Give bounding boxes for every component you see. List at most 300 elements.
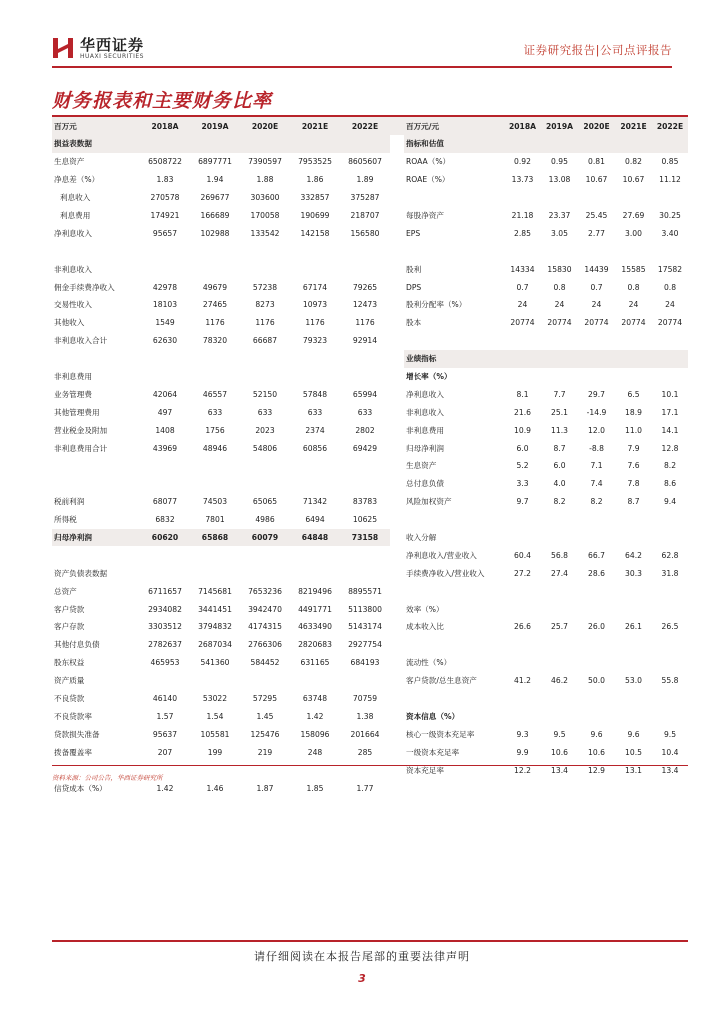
right-row-value	[652, 654, 688, 672]
left-row-value: 60079	[240, 529, 290, 547]
left-row-value	[240, 350, 290, 368]
right-row-value	[615, 242, 652, 260]
right-row-value: 20774	[584, 318, 609, 328]
table-gap	[390, 761, 404, 779]
table-gap	[390, 564, 404, 582]
left-row-value: 201664	[350, 729, 380, 739]
left-row-value: 67174	[302, 282, 328, 292]
right-row-value: 26.0	[588, 622, 605, 632]
right-row-label: 效率（%）	[406, 604, 444, 614]
left-row-value	[140, 457, 190, 475]
right-row-value: 17.1	[661, 407, 679, 417]
left-row-value	[240, 546, 290, 564]
right-row-value: 24	[591, 300, 602, 310]
right-row-value: -8.8	[589, 443, 604, 453]
right-row-label: 资本充足率	[406, 765, 444, 775]
right-row-value	[615, 636, 652, 654]
left-row-value: 105581	[200, 729, 230, 739]
table-gap	[390, 385, 404, 403]
left-row-value: 497	[157, 407, 173, 417]
left-row-value: 7145681	[198, 586, 232, 596]
right-row-value	[504, 511, 541, 529]
right-row-value	[578, 600, 615, 618]
table-gap	[390, 493, 404, 511]
right-row-value: 29.7	[588, 389, 605, 399]
left-row-value: 79323	[302, 336, 328, 346]
right-row-value	[652, 708, 688, 726]
table-row	[52, 636, 688, 654]
left-row-value	[190, 546, 240, 564]
table-gap	[390, 314, 404, 332]
table-gap	[390, 600, 404, 618]
right-row-value	[504, 332, 541, 350]
right-row-value: 53.0	[625, 676, 642, 686]
right-row-value	[504, 636, 541, 654]
right-row-value	[578, 779, 615, 797]
right-row-label: 股利	[406, 264, 422, 274]
logo-chinese-name: 华西证券	[80, 36, 145, 54]
left-row-value: 12473	[352, 300, 378, 310]
left-row-value: 269677	[200, 193, 230, 203]
right-row-value: 25.7	[551, 622, 568, 632]
right-row-value: 27.2	[514, 568, 531, 578]
right-row-value	[615, 368, 652, 386]
table-row	[52, 368, 688, 386]
right-row-value: 0.95	[551, 157, 568, 167]
left-row-label	[52, 242, 140, 260]
right-row-value: 66.7	[588, 550, 605, 560]
table-gap	[390, 743, 404, 761]
left-row-value: 270578	[150, 193, 180, 203]
left-row-value: 42978	[152, 282, 178, 292]
left-row-value	[240, 761, 290, 779]
left-row-value	[340, 242, 390, 260]
left-row-value	[290, 457, 340, 475]
table-row	[52, 618, 688, 636]
right-row-label: 资本信息（%）	[406, 711, 460, 721]
table-row	[52, 725, 688, 743]
right-row-value: 11.3	[551, 425, 568, 435]
left-row-value	[290, 368, 340, 386]
left-row-value: 53022	[202, 694, 228, 704]
table-gap	[390, 690, 404, 708]
left-row-value: 6508722	[148, 157, 182, 167]
left-row-value: 133542	[250, 228, 280, 238]
right-row-value	[578, 189, 615, 207]
left-row-label: 利息费用	[60, 211, 91, 220]
left-row-value: 465953	[150, 658, 180, 668]
right-row-label	[404, 636, 504, 654]
right-row-label: 净利息收入/营业收入	[406, 550, 477, 560]
table-row	[52, 260, 688, 278]
table-row	[52, 672, 688, 690]
left-row-value: 42064	[152, 389, 178, 399]
right-row-value: 7.1	[590, 461, 603, 471]
right-row-value: 0.8	[627, 282, 640, 292]
left-row-value: 78320	[202, 336, 228, 346]
table-row	[52, 564, 688, 582]
left-row-value: 1.54	[206, 711, 224, 721]
right-row-value	[652, 332, 688, 350]
table-row	[52, 296, 688, 314]
right-row-value: 14334	[510, 264, 535, 274]
left-row-label: 其他管理费用	[54, 407, 100, 417]
left-row-value: 27465	[202, 300, 228, 310]
left-row-label: 净利息收入	[54, 228, 92, 238]
left-row-value: 174921	[150, 211, 180, 220]
right-row-value	[615, 350, 652, 368]
table-gap	[390, 242, 404, 260]
left-row-label	[52, 457, 140, 475]
right-row-label: EPS	[406, 228, 421, 238]
left-row-value: 65994	[352, 389, 378, 399]
table-row	[52, 171, 688, 189]
left-row-value	[190, 761, 240, 779]
right-row-label	[404, 511, 504, 529]
table-gap	[390, 207, 404, 225]
right-row-value	[578, 350, 615, 368]
table-row	[52, 582, 688, 600]
right-row-label: ROAA（%）	[406, 157, 451, 167]
table-row	[52, 224, 688, 242]
right-row-label	[404, 582, 504, 600]
left-row-value: 303600	[250, 193, 280, 203]
left-row-value: 1756	[205, 425, 225, 435]
left-row-label: 拨备覆盖率	[54, 747, 92, 757]
right-row-value	[541, 636, 578, 654]
left-row-value: 248	[307, 747, 323, 757]
left-row-label: 非利息收入合计	[54, 336, 108, 346]
left-row-value	[340, 564, 390, 582]
left-column-header: 2021E	[290, 117, 340, 135]
left-row-value: 63748	[302, 694, 328, 704]
left-row-value: 1176	[255, 318, 275, 328]
left-row-value: 57295	[252, 694, 278, 704]
right-row-value: 9.5	[553, 729, 566, 739]
left-row-value: 54806	[252, 443, 278, 453]
left-row-value: 68077	[152, 497, 178, 507]
left-row-value: 218707	[350, 211, 380, 220]
left-row-label: 非利息费用	[54, 372, 92, 382]
right-row-value: 0.92	[514, 157, 531, 167]
left-row-value	[240, 475, 290, 493]
left-row-value: 62630	[152, 336, 178, 346]
right-row-value: 41.2	[514, 676, 531, 686]
left-row-value	[190, 457, 240, 475]
header-divider	[52, 66, 672, 68]
table-row	[52, 439, 688, 457]
right-row-value: 15830	[547, 264, 572, 274]
left-row-value: 95657	[152, 228, 178, 238]
left-row-value	[140, 260, 190, 278]
table-gap	[390, 529, 404, 547]
left-row-value: 64848	[290, 529, 340, 547]
table-row	[52, 421, 688, 439]
table-row	[52, 654, 688, 672]
left-row-value: 102988	[200, 228, 230, 238]
right-row-value	[504, 368, 541, 386]
table-row	[52, 153, 688, 171]
right-row-label: 风险加权资产	[406, 497, 452, 507]
right-row-value: 13.73	[511, 175, 534, 185]
left-row-label: 资产质量	[54, 676, 85, 686]
table-row	[52, 546, 688, 564]
left-row-value: 1.85	[306, 783, 324, 793]
right-row-value: 0.85	[661, 157, 679, 167]
left-row-value: 74503	[202, 497, 228, 507]
left-row-value: 584452	[250, 658, 280, 668]
right-row-value: 31.8	[661, 568, 679, 578]
left-row-value: 70759	[352, 694, 378, 704]
right-row-value	[541, 779, 578, 797]
left-row-value	[190, 242, 240, 260]
right-row-value: 6.5	[627, 389, 640, 399]
left-row-label	[52, 475, 140, 493]
table-row	[52, 403, 688, 421]
left-row-value: 1.89	[356, 175, 374, 185]
right-row-value	[615, 654, 652, 672]
left-column-header: 2022E	[340, 117, 390, 135]
right-row-label: 股本	[406, 318, 422, 328]
left-row-value	[190, 672, 240, 690]
left-row-label: 生息资产	[54, 157, 85, 167]
left-row-value: 7953525	[298, 157, 332, 167]
table-gap	[390, 672, 404, 690]
page-number: 3	[358, 972, 366, 985]
right-row-value: 7.8	[627, 479, 640, 489]
left-row-value: 3942470	[248, 604, 282, 614]
right-row-value	[541, 600, 578, 618]
right-row-value: 0.7	[516, 282, 529, 292]
right-row-value: 11.12	[659, 175, 681, 185]
table-gap	[390, 457, 404, 475]
right-row-value: 27.69	[622, 211, 645, 220]
table-row	[52, 135, 688, 153]
table-row	[52, 350, 688, 368]
left-row-value: 1.94	[206, 175, 224, 185]
table-gap	[390, 475, 404, 493]
table-gap	[390, 350, 404, 368]
left-row-value: 60620	[140, 529, 190, 547]
right-row-value: 26.5	[661, 622, 679, 632]
right-row-value: 25.45	[585, 211, 608, 220]
right-row-value: 9.6	[590, 729, 603, 739]
right-row-value	[615, 690, 652, 708]
right-row-value	[541, 529, 578, 547]
right-row-value	[504, 582, 541, 600]
left-row-value: 1.57	[156, 711, 174, 721]
left-row-value	[290, 260, 340, 278]
left-row-value	[140, 672, 190, 690]
right-row-value: 10.4	[661, 747, 679, 757]
right-row-value	[578, 332, 615, 350]
right-row-value: 13.1	[625, 765, 642, 775]
right-row-value	[578, 690, 615, 708]
right-row-value: 5.2	[516, 461, 529, 471]
left-row-value	[190, 260, 240, 278]
right-row-value: 20774	[657, 318, 683, 328]
right-row-value: 21.18	[511, 211, 534, 220]
table-gap	[390, 725, 404, 743]
left-row-value: 4986	[255, 515, 275, 525]
right-row-label: 成本收入比	[406, 622, 444, 632]
left-row-value: 2927754	[348, 640, 382, 650]
right-row-label: 非利息费用	[406, 425, 444, 435]
right-row-value: 15585	[621, 264, 646, 274]
right-row-value: 6.0	[553, 461, 566, 471]
right-row-value: 8.6	[663, 479, 677, 489]
right-row-value: 7.9	[627, 443, 640, 453]
right-row-label	[404, 690, 504, 708]
right-row-label: 归母净利润	[406, 443, 444, 453]
left-row-value	[140, 564, 190, 582]
right-row-value	[504, 189, 541, 207]
left-row-value	[140, 475, 190, 493]
right-row-label	[404, 779, 504, 797]
left-row-value: 95637	[152, 729, 178, 739]
left-row-label: 业务管理费	[54, 389, 92, 399]
right-row-value: 24	[665, 300, 675, 310]
report-type-label: 证券研究报告|公司点评报告	[523, 43, 672, 57]
right-row-value	[541, 690, 578, 708]
right-column-header: 百万元/元	[404, 117, 504, 135]
right-row-value: 8.7	[553, 443, 566, 453]
left-row-label: 税前利润	[54, 497, 85, 507]
left-row-value	[240, 368, 290, 386]
left-row-value: 8895571	[348, 586, 382, 596]
left-row-value	[290, 242, 340, 260]
left-row-label: 不良贷款率	[54, 711, 92, 721]
left-row-value: 1.87	[256, 783, 274, 793]
table-gap	[390, 582, 404, 600]
right-row-value	[541, 368, 578, 386]
left-row-value: 332857	[300, 193, 330, 203]
left-row-label	[52, 546, 140, 564]
right-row-value	[504, 135, 541, 153]
left-row-value	[290, 135, 340, 153]
left-row-value: 7801	[205, 515, 225, 525]
right-row-value: 20774	[547, 318, 572, 328]
table-row	[52, 600, 688, 618]
source-note: 资料来源：公司公告，华西证券研究所	[52, 774, 163, 782]
right-row-value: 0.7	[590, 282, 603, 292]
right-row-value: 7.7	[553, 389, 566, 399]
right-row-value	[578, 511, 615, 529]
right-row-value	[504, 779, 541, 797]
right-row-value: 10.5	[625, 747, 642, 757]
right-row-value: 8.7	[627, 497, 640, 507]
financial-table	[52, 117, 688, 797]
left-row-label: 客户存款	[54, 622, 85, 632]
left-row-value: 10625	[352, 515, 378, 525]
left-row-value	[340, 546, 390, 564]
left-row-value	[240, 242, 290, 260]
left-row-value: 631165	[300, 658, 330, 668]
table-gap	[390, 135, 404, 153]
left-row-value	[140, 350, 190, 368]
right-row-label: 收入分解	[406, 533, 437, 543]
right-row-value	[615, 582, 652, 600]
right-row-value: 13.08	[548, 175, 571, 185]
left-row-value	[340, 350, 390, 368]
right-row-value: 60.4	[514, 550, 531, 560]
left-row-label: 客户贷款	[54, 604, 85, 614]
table-gap	[390, 708, 404, 726]
left-row-value: 49679	[202, 282, 228, 292]
left-row-value: 2934082	[148, 604, 182, 614]
left-row-value: 190699	[300, 211, 330, 220]
right-row-value: 8.1	[516, 389, 529, 399]
left-row-value: 92914	[352, 336, 378, 346]
left-row-value: 46140	[152, 694, 178, 704]
section-title: 财务报表和主要财务比率	[52, 90, 273, 112]
right-row-label: 总付息负债	[406, 479, 444, 489]
left-row-value: 4633490	[298, 622, 332, 632]
right-row-value: 62.8	[661, 550, 679, 560]
table-gap	[390, 403, 404, 421]
right-row-label: 业绩指标	[404, 350, 504, 368]
left-row-value: 2820683	[298, 640, 332, 650]
right-row-value	[652, 135, 688, 153]
right-row-value	[578, 529, 615, 547]
right-row-value	[652, 779, 688, 797]
right-row-value: 30.25	[659, 211, 681, 220]
left-row-value: 4491771	[298, 604, 332, 614]
left-column-header: 2018A	[140, 117, 190, 135]
table-row	[52, 529, 688, 547]
left-row-value: 52150	[252, 389, 278, 399]
left-row-value: 7390597	[248, 157, 282, 167]
left-row-value: 633	[357, 407, 373, 417]
left-row-label	[52, 350, 140, 368]
left-row-value: 10973	[302, 300, 328, 310]
left-row-label: 交易性收入	[54, 300, 92, 310]
right-row-value: 6.0	[516, 443, 529, 453]
left-row-value: 170058	[250, 211, 280, 220]
left-row-value	[140, 135, 190, 153]
left-row-value: 3794832	[198, 622, 232, 632]
right-row-label: ROAE（%）	[406, 175, 450, 185]
left-row-value: 2782637	[148, 640, 182, 650]
right-row-value	[504, 708, 541, 726]
right-row-value: 2.77	[588, 228, 605, 238]
table-header-row	[52, 117, 688, 135]
huaxi-logo-icon	[52, 36, 74, 60]
table-row	[52, 475, 688, 493]
left-row-value: 633	[307, 407, 323, 417]
right-row-value: 9.6	[627, 729, 640, 739]
right-row-value: 28.6	[588, 568, 605, 578]
table-row	[52, 278, 688, 296]
right-row-label: 净利息收入	[406, 389, 444, 399]
left-row-label: 其他收入	[54, 318, 85, 328]
left-row-value: 1.38	[356, 711, 374, 721]
table-gap	[390, 278, 404, 296]
right-row-value	[504, 654, 541, 672]
right-row-value: 3.00	[625, 228, 642, 238]
right-column-header: 2019A	[541, 117, 578, 135]
left-row-value	[240, 672, 290, 690]
left-row-label: 损益表数据	[52, 135, 140, 153]
table-gap	[390, 511, 404, 529]
left-row-value: 541360	[200, 658, 230, 668]
left-row-value: 66687	[252, 336, 278, 346]
right-row-value: 7.6	[627, 461, 640, 471]
right-column-header: 2022E	[652, 117, 688, 135]
left-row-value: 65868	[190, 529, 240, 547]
right-row-value	[578, 135, 615, 153]
right-row-value: 4.0	[553, 479, 566, 489]
